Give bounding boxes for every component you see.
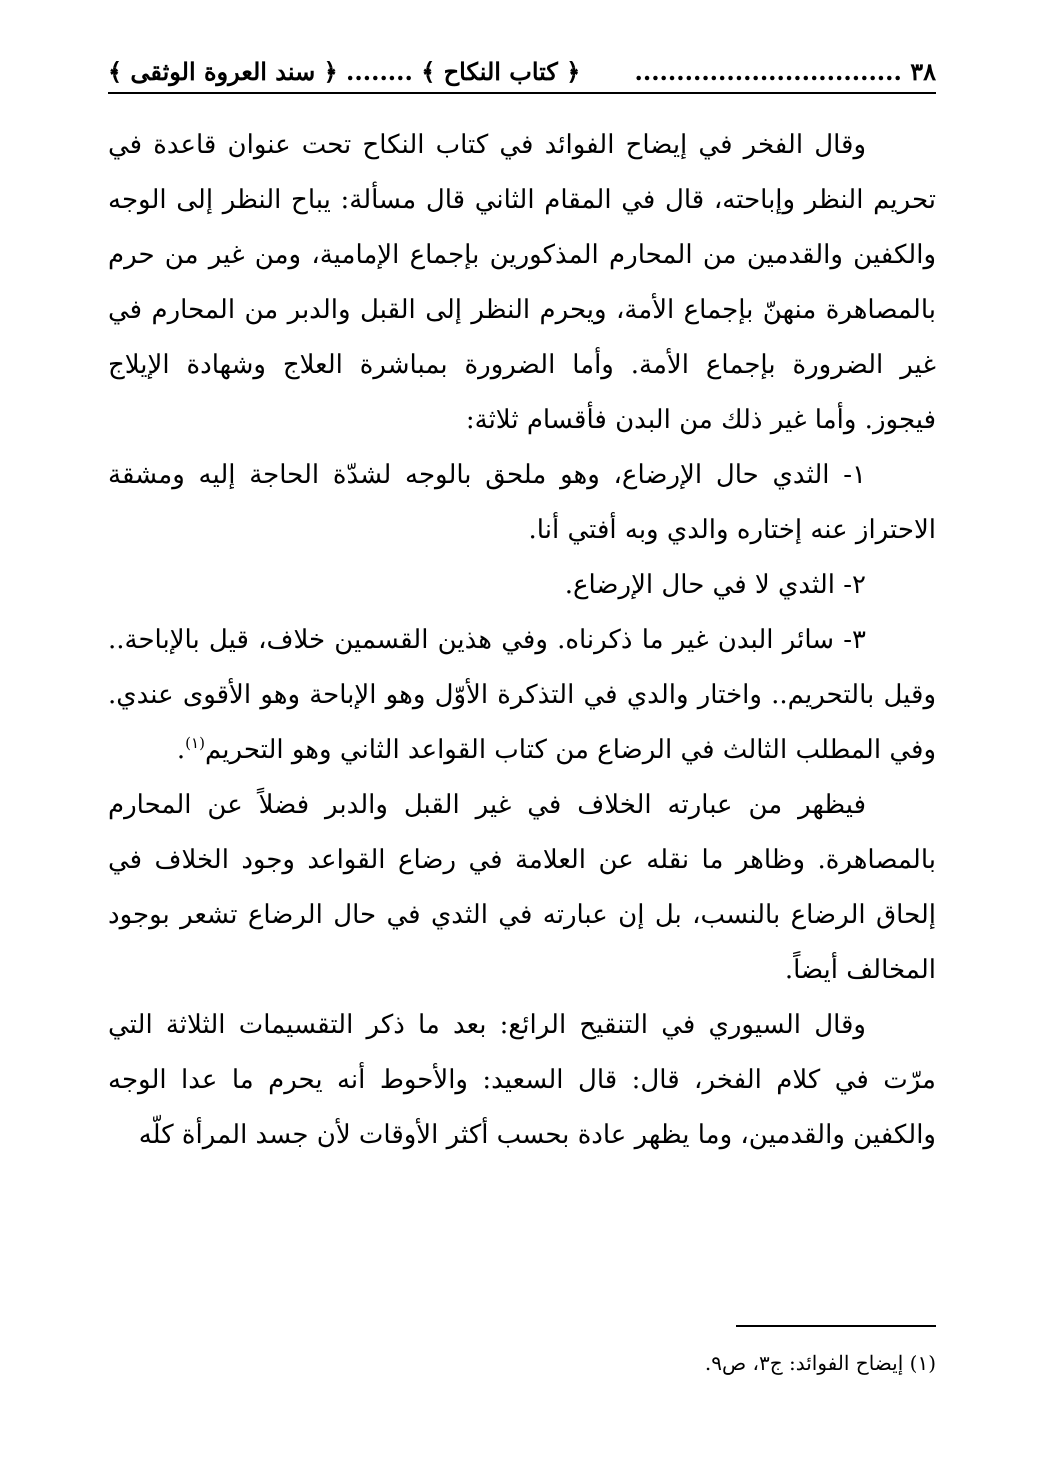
page-header [108, 52, 936, 94]
list-item: ٢- الثدي لا في حال الإرضاع. [564, 570, 866, 600]
body-text [108, 118, 936, 1163]
footnote-divider [736, 1325, 936, 1327]
running-title: ﴿ كتاب النكاح ﴾ ........ ﴿ سند العروة الوثقى ﴾ [108, 57, 581, 86]
list-item-text: ٣- سائر البدن غير ما ذكرناه. وفي هذين القسمين خلاف، قيل بالإباحة.. وقيل بالتحريم.. واختار والدي في التذكرة الأوّل وهو الإباحة وهو الأقوى عندي. وفي المطلب الثالث في الرضاع من كتاب القواعد الثاني وهو التحريم [108, 625, 936, 765]
page-number: ٣٨ ................................ [634, 57, 936, 86]
footnote-marker[interactable]: (١) [185, 734, 205, 752]
paragraph: فيظهر من عبارته الخلاف في غير القبل والدبر فضلاً عن المحارم بالمصاهرة. وظاهر ما نقله عن العلامة في رضاع القواعد وجود الخلاف في إلحاق الرضاع بالنسب، بل إن عبارته في الثدي في حال الرضاع تشعر بوجود المخالف أيضاً. [108, 790, 937, 985]
header-leader: ................................ [634, 57, 902, 86]
paragraph: وقال السيوري في التنقيح الرائع: بعد ما ذكر التقسيمات الثلاثة التي مرّت في كلام الفخر، قال: قال السعيد: والأحوط أنه يحرم ما عدا الوجه والكفين والقدمين، وما يظهر عادة بحسب أكثر الأوقات لأن جسد المرأة كلّه [108, 1010, 936, 1150]
footnote: (١) إيضاح الفوائد: ج٣، ص٩. [704, 1351, 936, 1375]
list-item [108, 613, 936, 778]
sentence-end: . [176, 735, 186, 765]
list-item: ١- الثدي حال الإرضاع، وهو ملحق بالوجه لشدّة الحاجة إليه ومشقة الاحتراز عنه إختاره والدي وبه أفتي أنا. [108, 460, 936, 545]
paragraph: وقال الفخر في إيضاح الفوائد في كتاب النكاح تحت عنوان قاعدة في تحريم النظر وإباحته، قال في المقام الثاني قال مسألة: يباح النظر إلى الوجه والكفين والقدمين من المحارم المذكورين بإجماع الإمامية، ومن غير من حرم بالمصاهرة منهنّ بإجماع الأمة، ويحرم النظر إلى القبل والدبر من المحارم في غير الضرورة بإجماع الأمة. وأما الضرورة بمباشرة العلاج وشهادة الإيلاج فيجوز. وأما غير ذلك من البدن فأقسام ثلاثة: [108, 130, 937, 435]
